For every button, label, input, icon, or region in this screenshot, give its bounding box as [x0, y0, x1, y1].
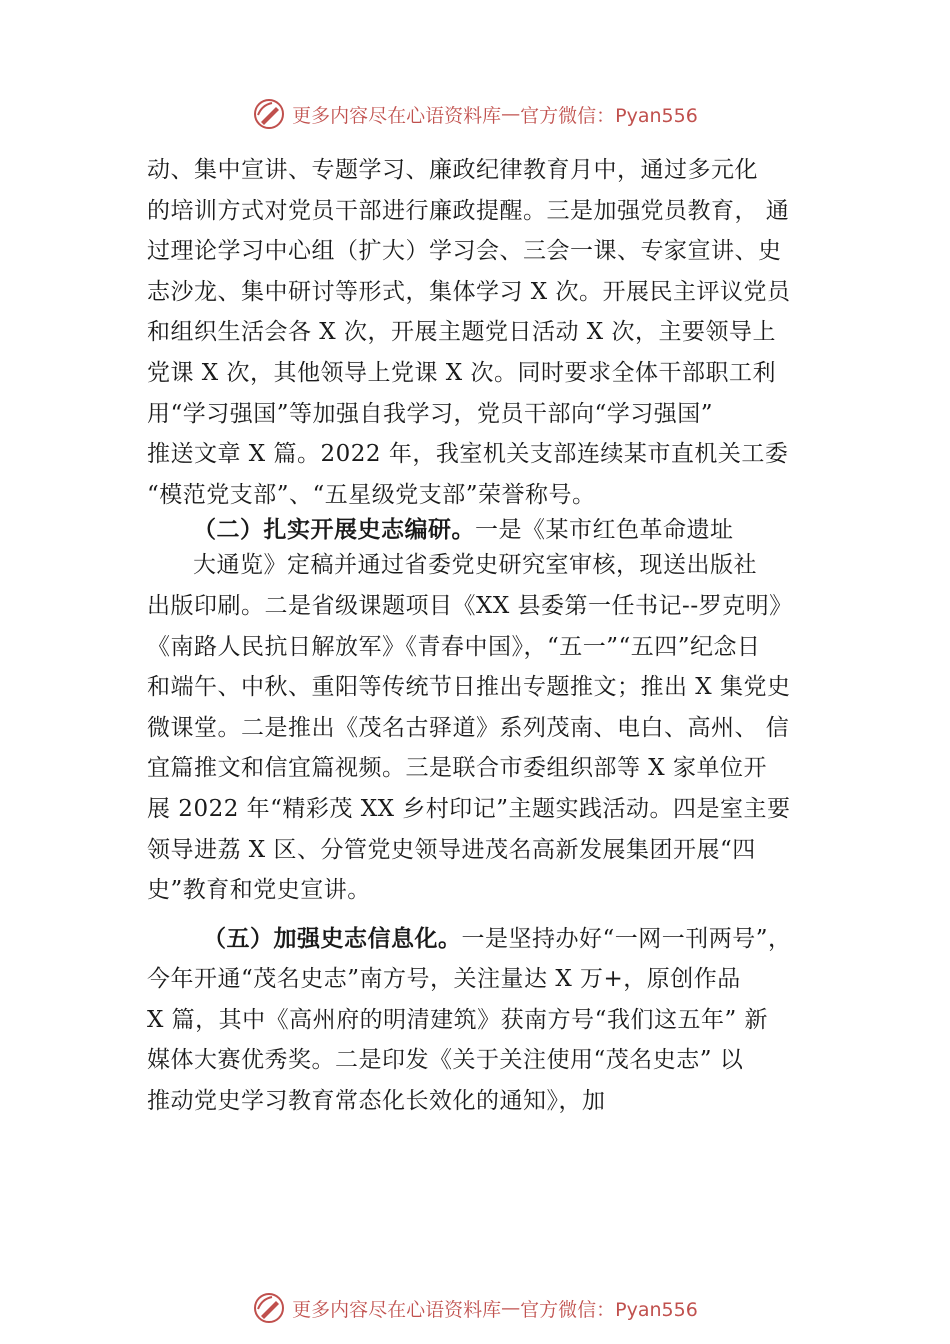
text-line: “模范党支部”、“五星级党支部”荣誉称号。	[147, 481, 596, 508]
text-line: 志沙龙、集中研讨等形式，集体学习 X 次。开展民主评议党员	[147, 278, 791, 305]
footer-banner	[0, 1288, 950, 1328]
text-line: 宜篇推文和信宜篇视频。三是联合市委组织部等 X 家单位开	[147, 755, 767, 782]
text-line: 《南路人民抗日解放军》《青春中国》，“五一”“五四”纪念日	[147, 633, 761, 660]
section-heading-rest: 一是坚持办好“一网一刊两号”，	[461, 925, 792, 952]
pen-logo-icon	[252, 1291, 286, 1325]
text-line: 和端午、中秋、重阳等传统节日推出专题推文；推出 X 集党史	[147, 674, 791, 701]
banner-contact: 官方微信：Pyan556	[520, 1298, 698, 1321]
text-line: 媒体大赛优秀奖。二是印发《关于关注使用“茂名史志” 以	[147, 1047, 744, 1074]
text-line: 用“学习强国”等加强自我学习，党员干部向“学习强国”	[147, 400, 714, 427]
section-heading-line	[147, 515, 819, 545]
text-line: 大通览》定稿并通过省委党史研究室审核，现送出版社	[193, 552, 757, 579]
text-line: 出版印刷。二是省级课题项目《XX 县委第一任书记--罗克明》	[147, 592, 793, 619]
paragraph-2	[147, 515, 819, 910]
banner-brand: 更多内容尽在心语资料库	[292, 104, 502, 127]
text-line: 党课 X 次，其他领导上党课 X 次。同时要求全体干部职工利	[147, 359, 776, 386]
paragraph-3	[147, 919, 819, 1122]
text-line: 微课堂。二是推出《茂名古驿道》系列茂南、电白、高州、 信	[147, 714, 790, 741]
text-line: 动、集中宣讲、专题学习、廉政纪律教育月中，通过多元化	[147, 157, 758, 183]
document-body	[147, 150, 819, 1122]
section-heading: （二）扎实开展史志编研。	[193, 516, 475, 544]
section-heading-line	[147, 919, 819, 960]
section-heading-rest: 一是《某市红色革命遗址	[475, 517, 734, 544]
text-line: 推送文章 X 篇。2022 年，我室机关支部连续某市直机关工委	[147, 441, 789, 468]
text-line: 领导进荔 X 区、分管党史领导进茂名高新发展集团开展“四	[147, 836, 756, 863]
banner-brand: 更多内容尽在心语资料库	[292, 1298, 502, 1321]
banner-separator: —	[501, 103, 521, 125]
text-line: 推动党史学习教育常态化长效化的通知》，加	[147, 1088, 606, 1115]
paragraph-1	[147, 150, 819, 515]
text-line: 史”教育和党史宣讲。	[147, 877, 371, 904]
text-line: 和组织生活会各 X 次，开展主题党日活动 X 次，主要领导上	[147, 319, 776, 346]
text-line: 的培训方式对党员干部进行廉政提醒。三是加强党员教育， 通	[147, 197, 790, 224]
banner-contact: 官方微信：Pyan556	[520, 104, 698, 127]
text-line: 今年开通“茂名史志”南方号，关注量达 X 万+，原创作品	[147, 966, 741, 993]
header-banner	[0, 94, 950, 134]
banner-separator: —	[501, 1297, 521, 1319]
section-heading: （五）加强史志信息化。	[203, 924, 462, 952]
text-line: 过理论学习中心组（扩大）学习会、三会一课、专家宣讲、史	[147, 238, 782, 265]
pen-logo-icon	[252, 97, 286, 131]
text-line: 展 2022 年“精彩茂 XX 乡村印记”主题实践活动。四是室主要	[147, 795, 791, 822]
text-line: X 篇，其中《高州府的明清建筑》获南方号“我们这五年” 新	[147, 1006, 769, 1033]
